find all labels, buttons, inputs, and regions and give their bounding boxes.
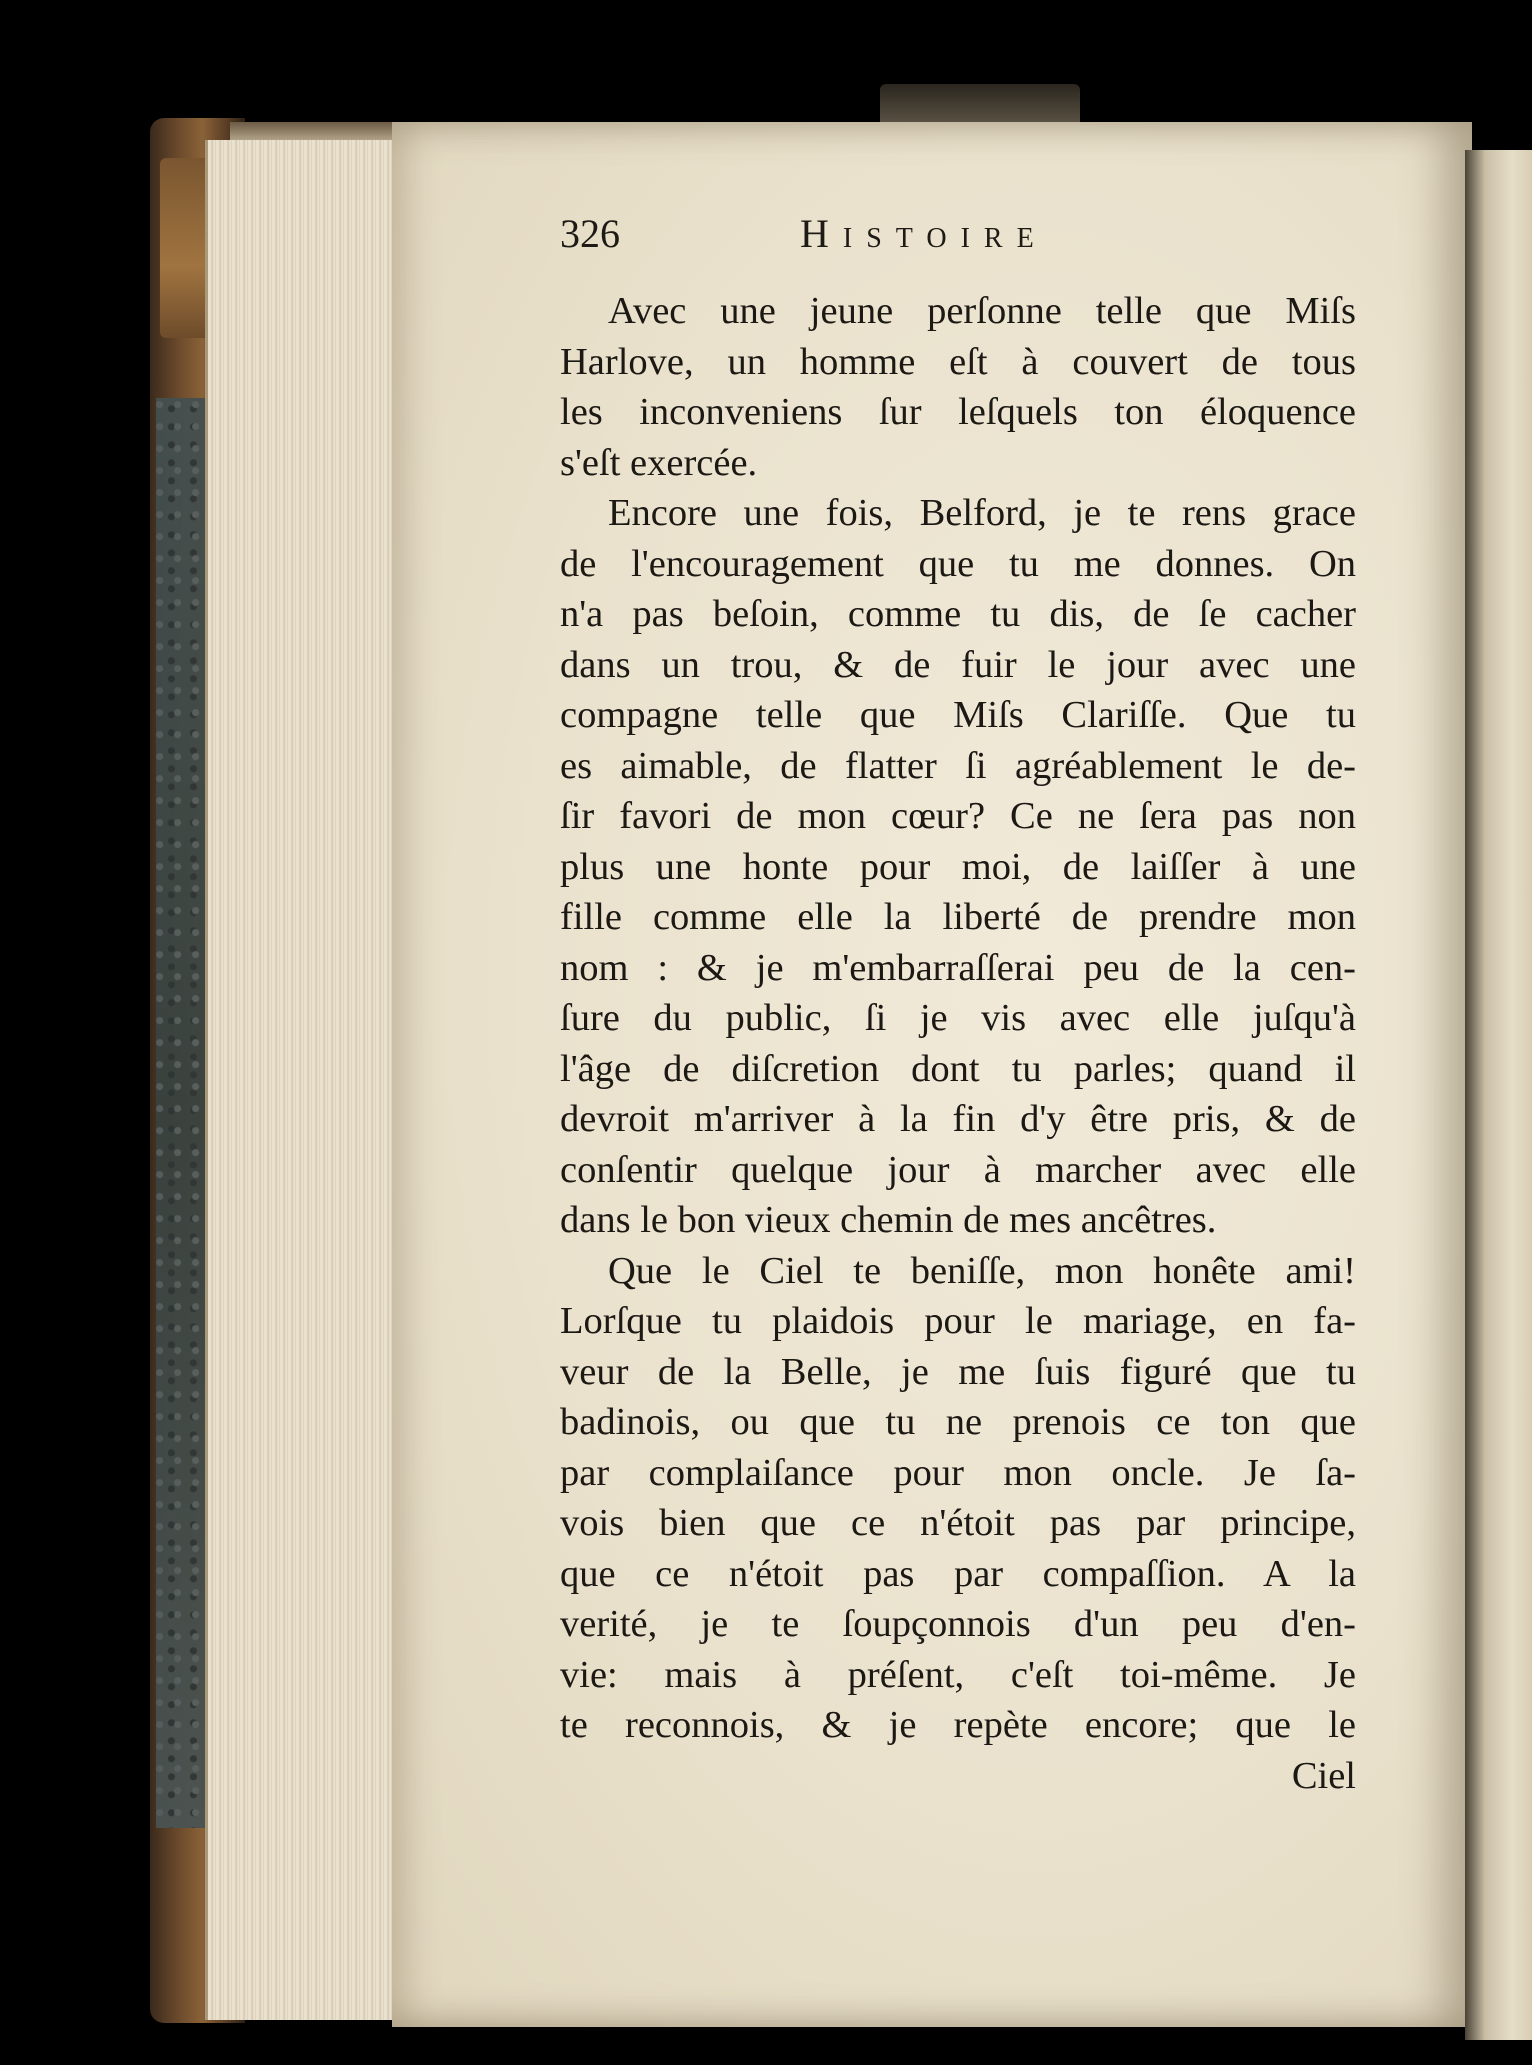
facing-page-edge <box>1465 150 1532 2040</box>
text-line: verité, je te ſoupçonnois d'un peu d'en- <box>560 1603 1356 1645</box>
text-line: l'âge de diſcretion dont tu parles; quand il <box>560 1047 1356 1090</box>
text-line: conſentir quelque jour à marcher avec elle <box>560 1148 1356 1191</box>
text-line: vie: mais à préſent, c'eſt toi-même. Je <box>560 1653 1356 1696</box>
page-header <box>560 210 1360 258</box>
page-number: 326 <box>560 211 620 256</box>
page-edges <box>205 140 398 2020</box>
text-line: veur de la Belle, je me ſuis figuré que tu <box>560 1350 1356 1393</box>
binding-tear <box>880 84 1080 124</box>
text-line: que ce n'étoit pas par compaſſion. A la <box>560 1552 1356 1595</box>
text-line: Avec une jeune perſonne telle que Miſs <box>608 290 1356 332</box>
text-line: de l'encouragement que tu me donnes. On <box>560 542 1356 585</box>
text-line: te reconnois, & je repète encore; que le <box>560 1704 1356 1746</box>
text-line: Lorſque tu plaidois pour le mariage, en fa- <box>560 1300 1356 1342</box>
text-line: es aimable, de flatter ſi agréablement le de- <box>560 744 1356 787</box>
text-line: Encore une fois, Belford, je te rens grace <box>608 492 1356 534</box>
catchword: Ciel <box>1291 1754 1356 1797</box>
text-line: ſir favori de mon cœur? Ce ne ſera pas non <box>560 795 1356 837</box>
text-line: badinois, ou que tu ne prenois ce ton que <box>560 1401 1356 1443</box>
text-line: compagne telle que Miſs Clariſſe. Que tu <box>560 694 1356 736</box>
text-line: s'eſt exercée. <box>560 441 758 484</box>
text-line: Harlove, un homme eſt à couvert de tous <box>560 340 1356 383</box>
text-line: plus une honte pour moi, de laiſſer à une <box>560 845 1356 888</box>
text-line: vois bien que ce n'étoit pas par principe, <box>560 1502 1356 1544</box>
text-line: par complaiſance pour mon oncle. Je ſa- <box>560 1451 1356 1494</box>
running-head: Histoire <box>800 211 1048 256</box>
text-line: ſure du public, ſi je vis avec elle juſqu'à <box>560 997 1356 1039</box>
text-line: fille comme elle la liberté de prendre mon <box>560 896 1356 938</box>
text-line: devroit m'arriver à la fin d'y être pris, & de <box>560 1098 1356 1140</box>
text-line: Que le Ciel te beniſſe, mon honête ami! <box>608 1249 1356 1292</box>
text-line: les inconveniens ſur leſquels ton éloquence <box>560 391 1356 433</box>
text-line: dans le bon vieux chemin de mes ancêtres. <box>560 1199 1217 1241</box>
text-line: n'a pas beſoin, comme tu dis, de ſe cacher <box>560 593 1356 635</box>
text-line: dans un trou, & de fuir le jour avec une <box>560 643 1356 686</box>
body-text <box>560 286 1356 1801</box>
text-line: nom : & je m'embarraſſerai peu de la cen- <box>560 946 1356 989</box>
